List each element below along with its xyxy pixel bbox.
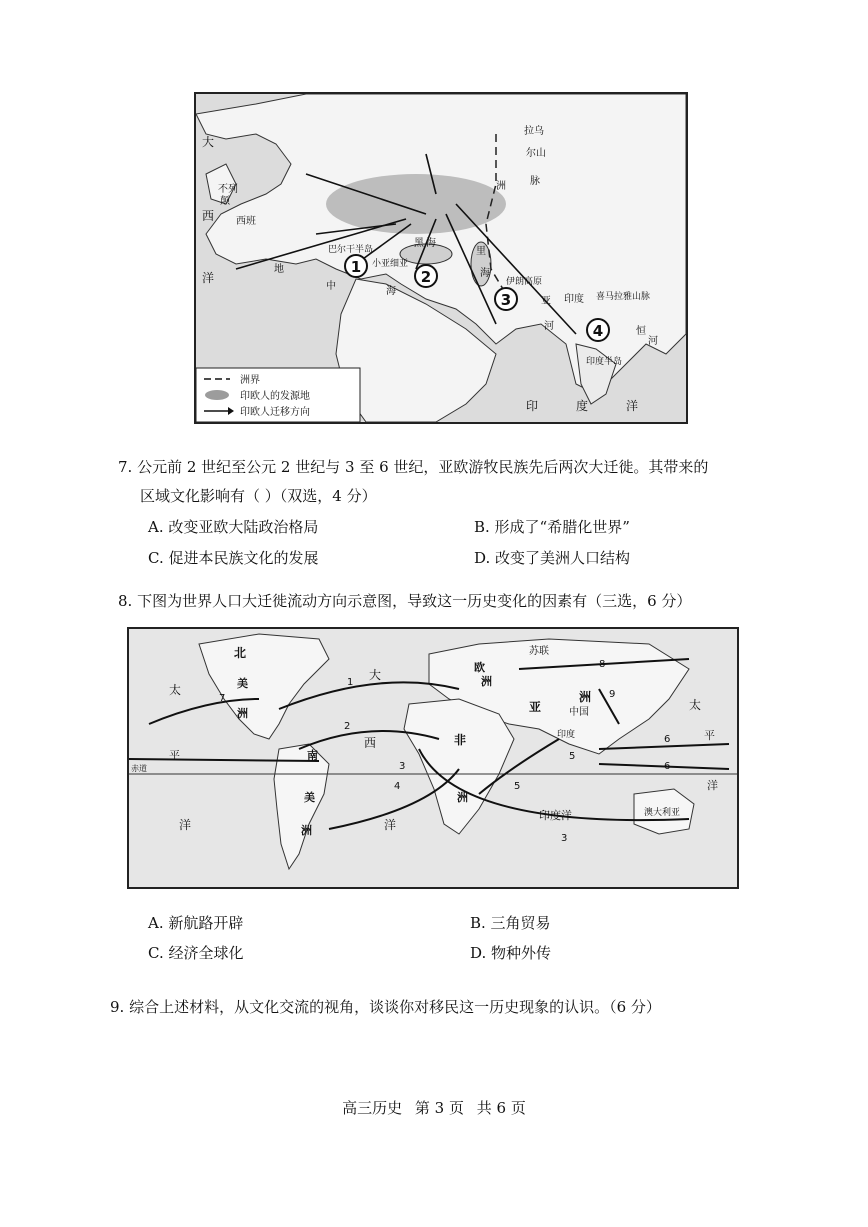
label-bei: 北 xyxy=(234,646,247,660)
label-heihai: 黑 xyxy=(414,238,424,249)
label-yin: 印 xyxy=(526,399,539,413)
route-label-6: 6 xyxy=(664,734,671,745)
label-ximalaya: 喜马拉雅山脉 xyxy=(596,292,651,302)
label-yang3: 洋 xyxy=(707,779,718,792)
route-label-4: 4 xyxy=(394,781,401,792)
label-sulian: 苏联 xyxy=(529,646,549,657)
route-label-6b: 6 xyxy=(664,761,671,772)
route-label-7: 7 xyxy=(219,693,226,704)
label-baergan: 巴尔干半岛 xyxy=(328,245,374,255)
label-yindu: 印度 xyxy=(557,730,576,740)
label-ping2: 平 xyxy=(704,729,715,742)
q8-option-a: A. 新航路开辟 xyxy=(148,914,244,932)
label-da: 大 xyxy=(202,135,215,149)
label-heihai2: 海 xyxy=(426,238,436,249)
label-xi: 西 xyxy=(202,209,215,223)
label-zhong: 中 xyxy=(326,281,336,292)
legend-border-label: 洲界 xyxy=(240,375,260,386)
label-xiaoyaxiya: 小亚细亚 xyxy=(372,259,409,269)
indo-european-migration-map xyxy=(194,92,688,424)
label-zhou2: 洲 xyxy=(301,824,312,837)
label-yilang: 伊朗高原 xyxy=(506,277,543,287)
label-tai: 太 xyxy=(169,683,182,697)
q7-option-a: A. 改变亚欧大陆政治格局 xyxy=(148,518,319,536)
route-label-2: 2 xyxy=(344,721,351,732)
footer-total: 共 6 页 xyxy=(476,1099,526,1117)
label-ya: 亚 xyxy=(541,296,551,307)
route-label-3b: 3 xyxy=(561,833,568,844)
label-wula: 拉乌 xyxy=(524,126,544,137)
q8-option-b: B. 三角贸易 xyxy=(470,914,551,932)
label-yang2: 洋 xyxy=(384,818,397,832)
q7-line1: 7. 公元前 2 世纪至公元 2 世纪与 3 至 6 世纪，亚欧游牧民族先后两次大迁徙。其带来的 xyxy=(118,458,709,476)
label-hai: 海 xyxy=(386,286,396,297)
label-ozhou: 洲 xyxy=(496,181,506,192)
world-migration-map xyxy=(127,627,739,889)
label-henghe2: 河 xyxy=(648,336,658,347)
label-zhou5: 洲 xyxy=(579,690,592,704)
label-yang: 洋 xyxy=(179,818,192,832)
q8-option-c: C. 经济全球化 xyxy=(148,944,244,962)
label-zhongguo: 中国 xyxy=(569,707,589,718)
q8-option-d: D. 物种外传 xyxy=(470,944,552,962)
label-yindu: 印度 xyxy=(564,294,584,305)
marker-4: 4 xyxy=(592,322,604,340)
label-heliu: 河 xyxy=(544,321,554,332)
q7-option-d: D. 改变了美洲人口结构 xyxy=(474,549,631,567)
footer-subject: 高三历史 xyxy=(342,1099,403,1117)
label-ou: 欧 xyxy=(474,661,485,674)
route-label-1: 1 xyxy=(347,677,354,688)
route-label-9: 9 xyxy=(609,689,616,700)
legend-origin-symbol xyxy=(205,390,229,400)
label-lihai: 里 xyxy=(476,246,486,257)
marker-2: 2 xyxy=(420,268,432,286)
label-du: 度 xyxy=(576,399,589,413)
route-label-3: 3 xyxy=(399,761,406,772)
label-aodaliya: 澳大利亚 xyxy=(644,808,681,818)
q7-option-b: B. 形成了“希腊化世界” xyxy=(474,518,630,536)
label-chidao: 赤道 xyxy=(131,764,147,773)
q9-text: 9. 综合上述材料，从文化交流的视角，谈谈你对移民这一历史现象的认识。（6 分） xyxy=(110,998,661,1016)
label-mei2: 美 xyxy=(304,791,315,804)
legend-migration-label: 印欧人迁移方向 xyxy=(240,407,310,418)
label-nan: 南 xyxy=(307,749,318,762)
page-footer xyxy=(0,1097,868,1118)
label-mai: 脉 xyxy=(530,176,540,187)
label-zhou: 洲 xyxy=(237,707,248,720)
label-zhou4: 洲 xyxy=(481,675,492,688)
label-ershan: 尔山 xyxy=(526,148,546,159)
label-tai2: 太 xyxy=(689,698,702,712)
label-xi: 西 xyxy=(364,736,377,750)
label-ya: 亚 xyxy=(529,700,542,714)
label-yang2: 洋 xyxy=(626,399,639,413)
footer-page: 第 3 页 xyxy=(414,1099,464,1117)
origin-area xyxy=(326,174,506,234)
legend-origin-label: 印欧人的发源地 xyxy=(240,391,310,402)
label-da: 大 xyxy=(369,668,382,682)
label-mei: 美 xyxy=(237,677,248,690)
q8-line1: 8. 下图为世界人口大迁徙流动方向示意图，导致这一历史变化的因素有（三选，6 分） xyxy=(118,592,692,610)
label-ping: 平 xyxy=(169,749,180,762)
label-zhou3: 洲 xyxy=(457,791,468,804)
label-yindubandao: 印度半岛 xyxy=(586,357,623,367)
label-yinduyang: 印度洋 xyxy=(539,809,572,822)
label-xibanya: 西班 xyxy=(236,216,256,227)
route-label-8: 8 xyxy=(599,659,606,670)
label-yang: 洋 xyxy=(202,271,215,285)
route-label-5: 5 xyxy=(514,781,521,792)
label-di: 地 xyxy=(274,264,284,275)
route-label-5b: 5 xyxy=(569,751,576,762)
label-henghe: 恒 xyxy=(636,326,646,337)
label-fei: 非 xyxy=(454,733,467,747)
marker-3: 3 xyxy=(500,291,512,309)
marker-1: 1 xyxy=(350,258,362,276)
label-bulie: 不列 xyxy=(218,184,238,195)
q7-line2: 区域文化影响有（ ）（双选，4 分） xyxy=(140,487,377,505)
map1-legend xyxy=(196,368,360,422)
label-lihai2: 海 xyxy=(480,268,490,279)
map2-svg xyxy=(129,629,737,887)
map1-svg xyxy=(196,94,686,422)
q7-option-c: C. 促进本民族文化的发展 xyxy=(148,549,319,567)
label-dian: 颠 xyxy=(220,196,230,207)
